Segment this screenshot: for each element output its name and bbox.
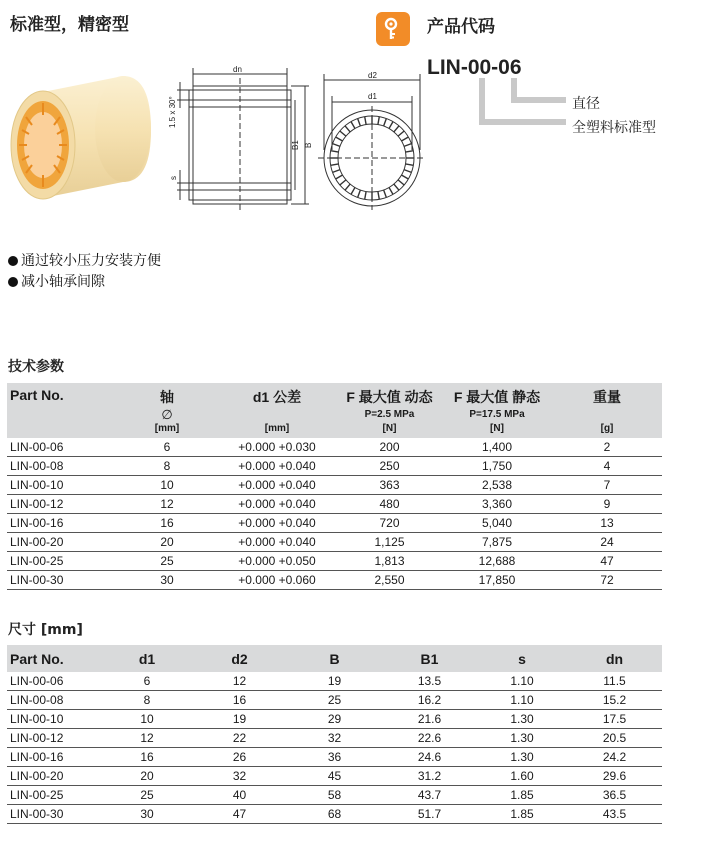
table-cell: 47 — [552, 552, 662, 571]
table-cell: LIN-00-25 — [7, 786, 102, 805]
table-cell: 25 — [102, 786, 192, 805]
table-cell: 58 — [287, 786, 382, 805]
product-image — [5, 70, 155, 205]
ring-tooth — [365, 191, 366, 199]
col-header: B — [287, 645, 382, 672]
table-row — [7, 476, 662, 495]
table-cell: +0.000 +0.050 — [217, 552, 337, 571]
table-cell: 68 — [287, 805, 382, 824]
table-cell: 11.5 — [567, 672, 662, 691]
ring-tooth — [378, 191, 379, 199]
ring-tooth — [404, 144, 412, 147]
table-cell: LIN-00-08 — [7, 457, 117, 476]
ring-tooth — [340, 131, 346, 136]
table-cell: 13.5 — [382, 672, 477, 691]
table-cell: 250 — [337, 457, 442, 476]
table-cell: LIN-00-06 — [7, 672, 102, 691]
code-breakdown-lines — [470, 78, 580, 130]
table-cell: 10 — [102, 710, 192, 729]
ring-tooth — [351, 187, 355, 194]
ring-tooth — [384, 190, 387, 198]
ring-tooth — [365, 117, 366, 125]
table-cell: 21.6 — [382, 710, 477, 729]
table-cell: 1.85 — [477, 805, 567, 824]
ring-tooth — [401, 137, 408, 141]
code-part-diameter: 直径 — [572, 96, 600, 112]
tech-table-header — [7, 383, 662, 438]
ring-tooth — [331, 164, 339, 165]
table-cell: 6 — [117, 438, 217, 457]
ring-tooth — [394, 184, 399, 190]
table-row — [7, 514, 662, 533]
table-cell: 13 — [552, 514, 662, 533]
table-cell: LIN-00-16 — [7, 514, 117, 533]
product-code-value: LIN-00-06 — [427, 56, 522, 79]
table-cell: 25 — [287, 691, 382, 710]
dims-section-title: 尺寸 [mm] — [8, 622, 83, 638]
ring-tooth — [345, 126, 350, 132]
table-cell: 7,875 — [442, 533, 552, 552]
table-cell: 9 — [552, 495, 662, 514]
table-cell: 2,538 — [442, 476, 552, 495]
ring-tooth — [333, 144, 341, 147]
table-cell: +0.000 +0.040 — [217, 514, 337, 533]
table-cell: 22 — [192, 729, 287, 748]
table-cell: 12 — [117, 495, 217, 514]
bullet-icon — [8, 256, 18, 266]
table-row — [7, 729, 662, 748]
col-header: F 最大值 动态 P=2.5 MPa [N] — [337, 383, 442, 438]
table-cell: 22.6 — [382, 729, 477, 748]
table-cell: 4 — [552, 457, 662, 476]
table-cell: 5,040 — [442, 514, 552, 533]
table-cell: 30 — [117, 571, 217, 590]
table-cell: 12,688 — [442, 552, 552, 571]
col-header: d1 公差 [mm] — [217, 383, 337, 438]
table-cell: 51.7 — [382, 805, 477, 824]
table-cell: 1.10 — [477, 691, 567, 710]
ring-tooth — [404, 170, 412, 173]
table-cell: 36 — [287, 748, 382, 767]
table-row — [7, 495, 662, 514]
dims-table — [7, 645, 662, 824]
ring-tooth — [358, 119, 361, 127]
table-cell: 200 — [337, 438, 442, 457]
table-cell: 20 — [102, 767, 192, 786]
label-b1: B1 — [291, 140, 300, 150]
table-cell: 10 — [117, 476, 217, 495]
table-row — [7, 786, 662, 805]
ring-tooth — [331, 151, 339, 152]
table-cell: 1,125 — [337, 533, 442, 552]
table-cell: 1.30 — [477, 729, 567, 748]
feature-item: 通过较小压力安装方便 — [8, 251, 161, 272]
table-cell: 32 — [287, 729, 382, 748]
table-cell: LIN-00-16 — [7, 748, 102, 767]
page-title: 标准型，精密型 — [10, 15, 129, 35]
table-cell: 480 — [337, 495, 442, 514]
table-cell: 17.5 — [567, 710, 662, 729]
table-cell: 12 — [192, 672, 287, 691]
table-cell: +0.000 +0.040 — [217, 495, 337, 514]
label-d1: d1 — [368, 92, 377, 101]
ring-tooth — [389, 187, 393, 194]
table-cell: LIN-00-20 — [7, 767, 102, 786]
ring-tooth — [336, 137, 343, 141]
ring-tooth — [384, 119, 387, 127]
col-header: 轴 ∅ [mm] — [117, 383, 217, 438]
table-cell: LIN-00-12 — [7, 495, 117, 514]
bullet-icon — [8, 277, 18, 287]
table-cell: +0.000 +0.040 — [217, 457, 337, 476]
ring-tooth — [394, 126, 399, 132]
table-cell: +0.000 +0.040 — [217, 476, 337, 495]
table-cell: 3,360 — [442, 495, 552, 514]
table-cell: 20.5 — [567, 729, 662, 748]
table-cell: 29 — [287, 710, 382, 729]
table-cell: 1,813 — [337, 552, 442, 571]
tech-section-title: 技术参数 — [8, 359, 64, 375]
ring-tooth — [405, 151, 413, 152]
col-header: Part No. — [7, 645, 102, 672]
col-header: d1 — [102, 645, 192, 672]
col-header: s — [477, 645, 567, 672]
code-part-type: 全塑料标准型 — [572, 120, 656, 136]
table-row — [7, 438, 662, 457]
table-cell: 19 — [192, 710, 287, 729]
table-row — [7, 457, 662, 476]
table-cell: 1,750 — [442, 457, 552, 476]
table-cell: 40 — [192, 786, 287, 805]
table-cell: +0.000 +0.030 — [217, 438, 337, 457]
table-row — [7, 748, 662, 767]
label-s: s — [169, 176, 178, 180]
table-cell: 2 — [552, 438, 662, 457]
table-cell: 1.85 — [477, 786, 567, 805]
table-cell: 30 — [102, 805, 192, 824]
table-row — [7, 805, 662, 824]
table-cell: 72 — [552, 571, 662, 590]
table-row — [7, 767, 662, 786]
table-row — [7, 552, 662, 571]
table-cell: 8 — [102, 691, 192, 710]
table-cell: 16 — [117, 514, 217, 533]
table-row — [7, 571, 662, 590]
table-cell: LIN-00-12 — [7, 729, 102, 748]
table-cell: 47 — [192, 805, 287, 824]
col-header: 重量 [g] — [552, 383, 662, 438]
table-cell: 24.6 — [382, 748, 477, 767]
product-code-label: 产品代码 — [427, 17, 495, 37]
col-header: d2 — [192, 645, 287, 672]
table-cell: LIN-00-20 — [7, 533, 117, 552]
table-cell: 12 — [102, 729, 192, 748]
col-header: Part No. — [7, 383, 117, 438]
label-d2: d2 — [368, 71, 377, 80]
table-cell: 31.2 — [382, 767, 477, 786]
table-cell: 16.2 — [382, 691, 477, 710]
table-cell: 1.30 — [477, 748, 567, 767]
ring-tooth — [398, 180, 404, 185]
table-cell: LIN-00-08 — [7, 691, 102, 710]
feature-list — [8, 251, 161, 293]
table-cell: 16 — [102, 748, 192, 767]
label-chamfer: 1.5 x 30° — [168, 96, 177, 128]
table-cell: LIN-00-30 — [7, 571, 117, 590]
col-header: B1 — [382, 645, 477, 672]
table-cell: 43.5 — [567, 805, 662, 824]
col-header: dn — [567, 645, 662, 672]
table-cell: 16 — [192, 691, 287, 710]
ring-tooth — [340, 180, 346, 185]
table-cell: 6 — [102, 672, 192, 691]
dims-table-header — [7, 645, 662, 672]
table-cell: 720 — [337, 514, 442, 533]
table-cell: 36.5 — [567, 786, 662, 805]
front-view-drawing — [318, 70, 428, 210]
table-cell: +0.000 +0.060 — [217, 571, 337, 590]
table-cell: LIN-00-10 — [7, 710, 102, 729]
ring-tooth — [351, 122, 355, 129]
table-cell: 17,850 — [442, 571, 552, 590]
table-cell: 19 — [287, 672, 382, 691]
table-cell: 8 — [117, 457, 217, 476]
ring-tooth — [389, 122, 393, 129]
table-row — [7, 672, 662, 691]
table-cell: 43.7 — [382, 786, 477, 805]
table-cell: LIN-00-06 — [7, 438, 117, 457]
table-cell: 1.10 — [477, 672, 567, 691]
ring-tooth — [336, 175, 343, 179]
ring-tooth — [398, 131, 404, 136]
table-cell: 25 — [117, 552, 217, 571]
table-cell: 2,550 — [337, 571, 442, 590]
table-row — [7, 533, 662, 552]
table-cell: 1.60 — [477, 767, 567, 786]
col-header: F 最大值 静态 P=17.5 MPa [N] — [442, 383, 552, 438]
label-dn: dn — [233, 65, 242, 74]
table-cell: 26 — [192, 748, 287, 767]
table-row — [7, 691, 662, 710]
table-cell: 24.2 — [567, 748, 662, 767]
table-cell: 1,400 — [442, 438, 552, 457]
ring-tooth — [333, 170, 341, 173]
table-cell: 32 — [192, 767, 287, 786]
tech-table — [7, 383, 662, 590]
table-cell: LIN-00-30 — [7, 805, 102, 824]
table-cell: 45 — [287, 767, 382, 786]
label-b: B — [304, 142, 313, 148]
table-cell: 1.30 — [477, 710, 567, 729]
table-cell: 15.2 — [567, 691, 662, 710]
table-cell: 24 — [552, 533, 662, 552]
table-cell: 29.6 — [567, 767, 662, 786]
table-row — [7, 710, 662, 729]
key-icon — [376, 12, 410, 46]
ring-tooth — [401, 175, 408, 179]
table-cell: LIN-00-25 — [7, 552, 117, 571]
ring-tooth — [345, 184, 350, 190]
table-cell: 7 — [552, 476, 662, 495]
ring-tooth — [378, 117, 379, 125]
table-cell: LIN-00-10 — [7, 476, 117, 495]
feature-item: 减小轴承间隙 — [8, 272, 161, 293]
table-cell: +0.000 +0.040 — [217, 533, 337, 552]
table-cell: 20 — [117, 533, 217, 552]
ring-tooth — [358, 190, 361, 198]
ring-tooth — [405, 164, 413, 165]
table-cell: 363 — [337, 476, 442, 495]
side-view-drawing — [165, 62, 315, 212]
